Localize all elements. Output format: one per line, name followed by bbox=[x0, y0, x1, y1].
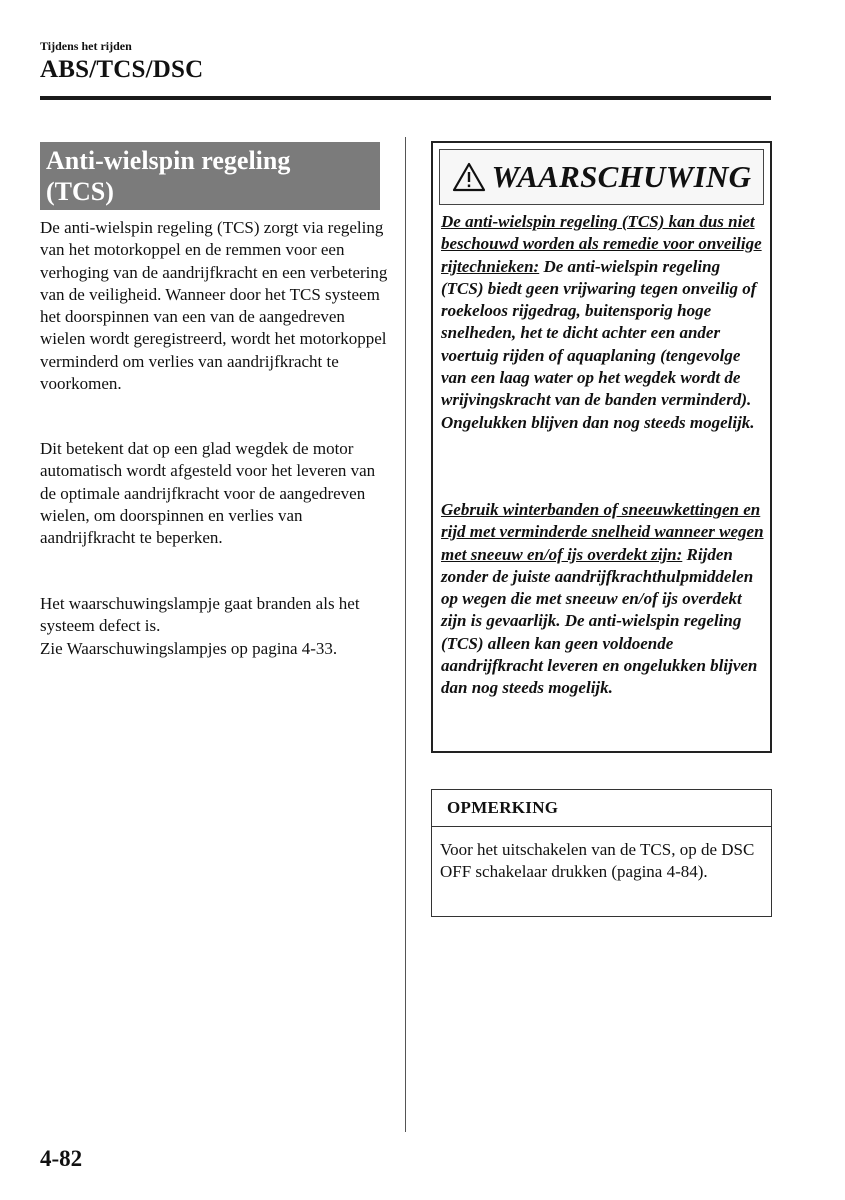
intro-paragraph: De anti-wielspin regeling (TCS) zorgt via regeling van het motorkoppel en de remmen voor een verhoging van de aandrijfkracht en een verbetering van de veiligheid. Wanneer door het TCS systeem het doorspinnen van een van de aangedreven wielen wordt geregistreerd, wordt het motorkoppel verminderd om verlies van aandrijfkracht te voorkomen. bbox=[40, 218, 388, 394]
note-text: Voor het uitschakelen van de TCS, op de DSC OFF schakelaar drukken (pagina 4-84). bbox=[440, 840, 755, 882]
warning-block-2-heading: Gebruik winterbanden of sneeuwkettingen en rijd met verminderde snelheid wanneer wegen met sneeuw en/of ijs overdekt zijn: bbox=[441, 500, 764, 564]
warning-lamp-paragraph bbox=[40, 593, 390, 660]
warning-block-1-heading: De anti-wielspin regeling (TCS) kan dus niet beschouwd worden als remedie voor onveilige rijtechnieken: bbox=[441, 212, 762, 276]
warning-box bbox=[431, 141, 772, 753]
warning-block-1-body: De anti-wielspin regeling (TCS) biedt geen vrijwaring tegen onveilig of roekeloos rijgedrag, buitensporig hoge snelheden, het te dicht achter een ander voertuig rijden of aquaplaning (tengevolge van een laag water op het wegdek wordt de wrijvingskracht van de banden verminderd). Ongelukken blijven dan nog steeds mogelijk. bbox=[441, 256, 757, 432]
warning-title: WAARSCHUWING bbox=[491, 159, 752, 194]
warning-block-2-body: Rijden zonder de juiste aandrijfkrachthulpmiddelen op wegen die met sneeuw en/of ijs overdekt zijn is gevaarlijk. De anti-wielspin regeling (TCS) alleen kan geen voldoende aandrijfkracht leveren en ongelukken blijven dan nog steeds mogelijk. bbox=[441, 544, 758, 698]
warning-lamp-reference: Zie Waarschuwingslampjes op pagina 4-33. bbox=[40, 638, 338, 658]
note-box bbox=[431, 789, 772, 917]
page-number: 4-82 bbox=[40, 1146, 83, 1171]
slippery-road-paragraph: Dit betekent dat op een glad wegdek de motor automatisch wordt afgesteld voor het leveren van de optimale aandrijfkracht voor de aangedreven wielen, om doorspinnen en verlies van aandrijfkracht te beperken. bbox=[40, 439, 376, 548]
warning-block-2 bbox=[441, 499, 766, 700]
breadcrumb: Tijdens het rijden bbox=[40, 39, 132, 53]
warning-triangle-icon bbox=[452, 162, 486, 192]
column-divider bbox=[405, 137, 406, 1132]
warning-lamp-text: Het waarschuwingslampje gaat branden als het systeem defect is. bbox=[40, 594, 360, 636]
title-rule bbox=[40, 96, 771, 100]
note-title: OPMERKING bbox=[432, 790, 771, 827]
warning-header bbox=[439, 149, 764, 205]
page-title: ABS/TCS/DSC bbox=[40, 56, 204, 83]
section-heading-line1: Anti-wielspin regeling bbox=[46, 146, 291, 175]
section-heading-line2: (TCS) bbox=[46, 177, 114, 206]
warning-block-1 bbox=[441, 211, 766, 434]
section-heading bbox=[40, 142, 380, 210]
